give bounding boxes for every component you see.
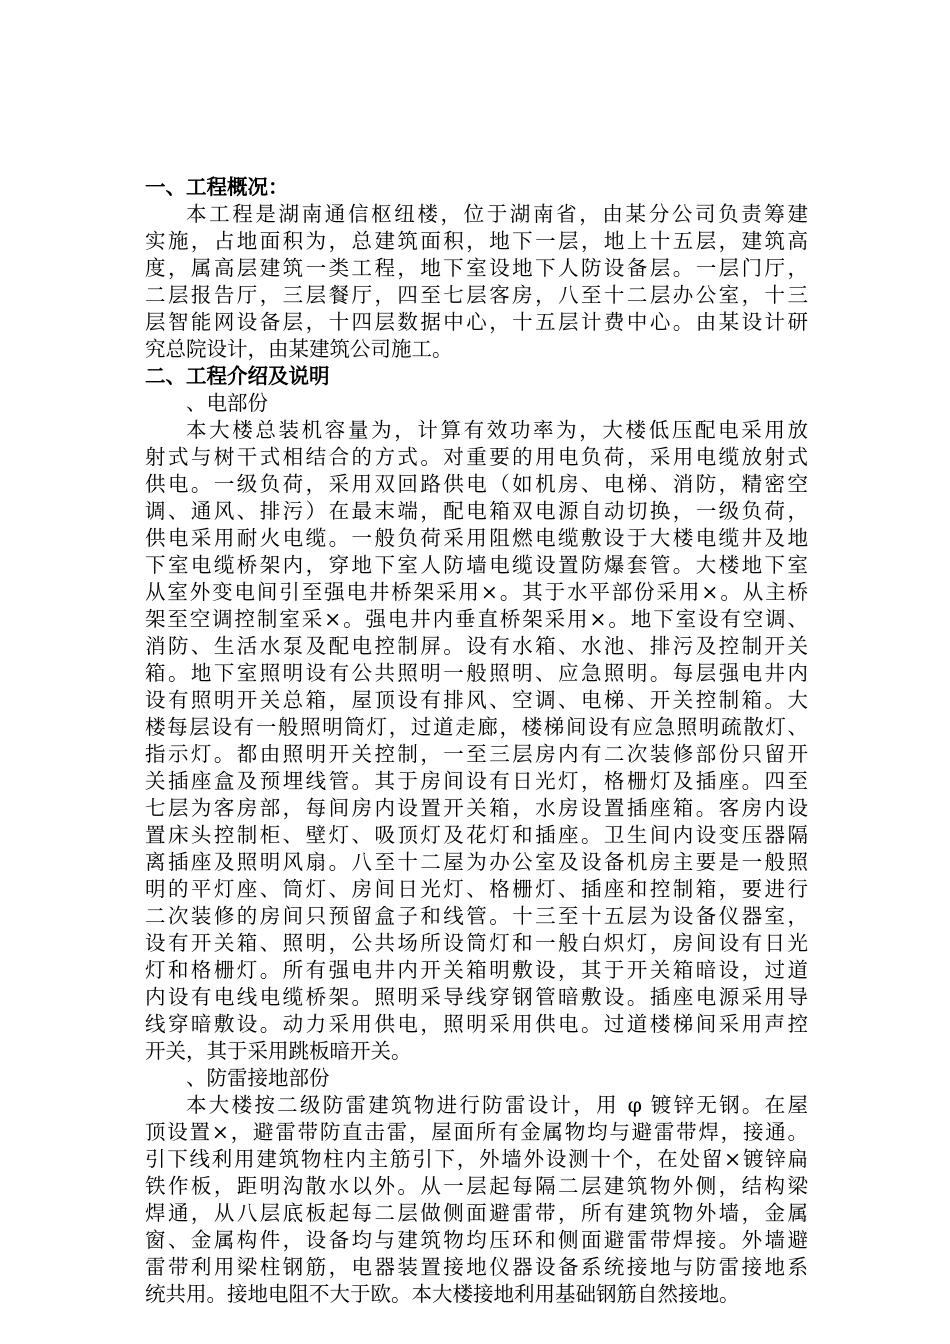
paragraph-line: 线穿暗敷设。动力采用供电，照明采用供电。过道楼梯间采用声控	[145, 1012, 808, 1036]
paragraph-line: 本大楼按二级防雷建筑物进行防雷设计，用 φ 镀锌无钢。在屋	[186, 1093, 808, 1117]
paragraph-line: 置床头控制柜、壁灯、吸顶灯及花灯和插座。卫生间内设变压器隔	[145, 823, 808, 847]
electrical-paragraph	[145, 417, 808, 1065]
overview-paragraph	[145, 201, 808, 363]
paragraph-line: 供电。一级负荷，采用双回路供电（如机房、电梯、消防，精密空	[145, 472, 808, 496]
paragraph-line: 本大楼总装机容量为，计算有效功率为，大楼低压配电采用放	[186, 418, 808, 442]
paragraph-line: 下室电缆桥架内，穿地下室人防墙电缆设置防爆套管。大楼地下室	[145, 553, 808, 577]
paragraph-line: 窗、金属构件，设备均与建筑物均压环和侧面避雷带焊接。外墙避	[145, 1228, 808, 1252]
document-body	[145, 174, 808, 1308]
paragraph-line: 本工程是湖南通信枢纽楼，位于湖南省，由某分公司负责筹建	[186, 202, 808, 226]
paragraph-line: 实施，占地面积为，总建筑面积，地下一层，地上十五层，建筑高	[145, 229, 808, 253]
subheading-electrical: 、电部份	[186, 391, 268, 415]
paragraph-line: 从室外变电间引至强电井桥架采用×。其于水平部份采用×。从主桥	[145, 580, 808, 604]
paragraph-line: 内设有电线电缆桥架。照明采导线穿钢管暗敷设。插座电源采用导	[145, 985, 808, 1009]
paragraph-line: 架至空调控制室采×。强电井内垂直桥架采用×。地下室设有空调、	[145, 607, 808, 631]
subheading-lightning-grounding: 、防雷接地部份	[186, 1066, 330, 1090]
paragraph-line: 顶设置×，避雷带防直击雷，屋面所有金属物均与避雷带焊，接通。	[145, 1120, 808, 1144]
paragraph-line: 开关，其于采用跳板暗开关。	[145, 1039, 412, 1063]
paragraph-line: 七层为客房部，每间房内设置开关箱，水房设置插座箱。客房内设	[145, 796, 808, 820]
paragraph-line: 究总院设计，由某建筑公司施工。	[145, 337, 453, 361]
paragraph-line: 明的平灯座、筒灯、房间日光灯、格栅灯、插座和控制箱，要进行	[145, 877, 808, 901]
paragraph-line: 箱。地下室照明设有公共照明一般照明、应急照明。每层强电井内	[145, 661, 808, 685]
paragraph-line: 供电采用耐火电缆。一般负荷采用阻燃电缆敷设于大楼电缆井及地	[145, 526, 808, 550]
paragraph-line: 指示灯。都由照明开关控制，一至三层房内有二次装修部份只留开	[145, 742, 808, 766]
paragraph-line: 设有开关箱、照明，公共场所设筒灯和一般白炽灯，房间设有日光	[145, 931, 808, 955]
section-heading-introduction: 二、工程介绍及说明	[145, 364, 330, 388]
paragraph-line: 层智能网设备层，十四层数据中心，十五层计费中心。由某设计研	[145, 310, 808, 334]
paragraph-line: 二次装修的房间只预留盒子和线管。十三至十五层为设备仪器室，	[145, 904, 808, 928]
paragraph-line: 消防、生活水泵及配电控制屏。设有水箱、水池、排污及控制开关	[145, 634, 808, 658]
paragraph-line: 关插座盒及预埋线管。其于房间设有日光灯，格栅灯及插座。四至	[145, 769, 808, 793]
paragraph-line: 二层报告厅，三层餐厅，四至七层客房，八至十二层办公室，十三	[145, 283, 808, 307]
paragraph-line: 统共用。接地电阻不大于欧。本大楼接地利用基础钢筋自然接地。	[145, 1282, 740, 1306]
paragraph-line: 焊通，从八层底板起每二层做侧面避雷带，所有建筑物外墙，金属	[145, 1201, 808, 1225]
paragraph-line: 楼每层设有一般照明筒灯，过道走廊，楼梯间设有应急照明疏散灯、	[145, 715, 808, 739]
paragraph-line: 调、通风、排污）在最末端，配电箱双电源自动切换，一级负荷，	[145, 499, 808, 523]
lightning-paragraph	[145, 1092, 808, 1308]
section-heading-overview: 一、工程概况：	[145, 175, 289, 199]
paragraph-line: 射式与树干式相结合的方式。对重要的用电负荷，采用电缆放射式	[145, 445, 808, 469]
paragraph-line: 设有照明开关总箱，屋顶设有排风、空调、电梯、开关控制箱。大	[145, 688, 808, 712]
paragraph-line: 雷带利用梁柱钢筋，电器装置接地仪器设备系统接地与防雷接地系	[145, 1255, 808, 1279]
paragraph-line: 离插座及照明风扇。八至十二屋为办公室及设备机房主要是一般照	[145, 850, 808, 874]
paragraph-line: 铁作板，距明沟散水以外。从一层起每隔二层建筑物外侧，结构梁	[145, 1174, 808, 1198]
paragraph-line: 度，属高层建筑一类工程，地下室设地下人防设备层。一层门厅，	[145, 256, 808, 280]
paragraph-line: 灯和格栅灯。所有强电井内开关箱明敷设，其于开关箱暗设，过道	[145, 958, 808, 982]
paragraph-line: 引下线利用建筑物柱内主筋引下，外墙外设测十个，在处留×镀锌扁	[145, 1147, 808, 1171]
